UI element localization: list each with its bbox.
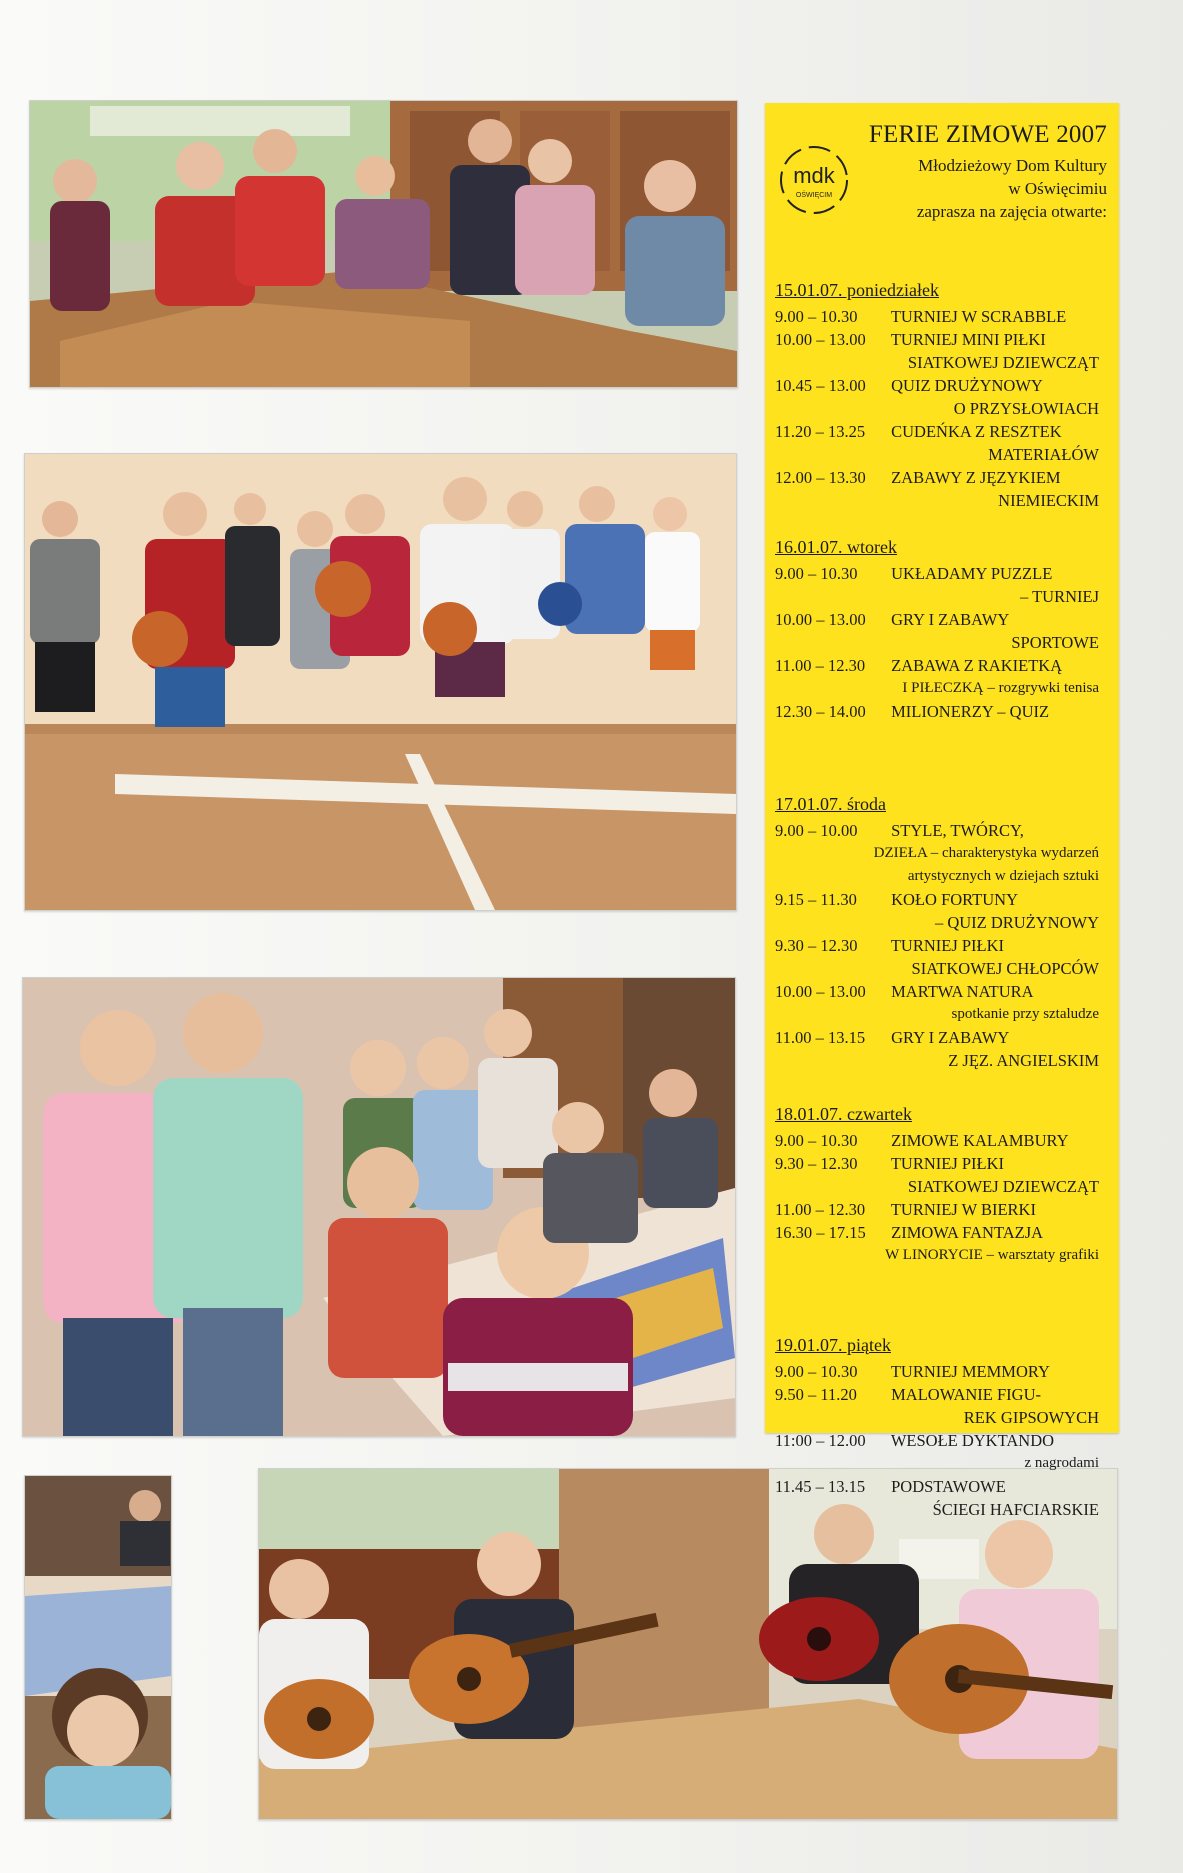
photo-children-at-table [29,100,738,388]
event-name: ZABAWA Z RAKIETKĄ [887,656,1063,675]
event-name: PODSTAWOWE [887,1477,1006,1496]
logo-subtext: OŚWIĘCIM [795,192,833,199]
photo-gym-basketballs [24,453,737,911]
event-name: TURNIEJ MEMMORY [887,1362,1050,1381]
event-time: 9.00 – 10.30 [775,307,858,326]
event-name: ZABAWY Z JĘZYKIEM [887,468,1061,487]
day-heading: 19.01.07. piątek [775,1335,891,1355]
event-time: 10.00 – 13.00 [775,610,866,629]
event-name-continued: SIATKOWEJ DZIEWCZĄT [907,1177,1099,1196]
schedule-row [775,420,1105,443]
schedule-row [775,1475,1105,1498]
event-name: TURNIEJ PIŁKI [887,1154,1005,1173]
event-name: STYLE, TWÓRCY, [887,821,1024,840]
event-time: 9.00 – 10.30 [775,1362,858,1381]
event-name: KOŁO FORTUNY [887,890,1019,909]
event-name: UKŁADAMY PUZZLE [887,564,1053,583]
event-name-continued: – QUIZ DRUŻYNOWY [934,913,1099,932]
event-name: TURNIEJ W SCRABBLE [887,307,1067,326]
schedule-row [775,305,1105,328]
schedule-row [775,1429,1105,1452]
event-name: MILIONERZY – QUIZ [887,702,1050,721]
schedule-row [775,374,1105,397]
event-time: 10.00 – 13.00 [775,982,866,1001]
event-name-continued: W LINORYCIE – warsztaty grafiki [885,1247,1099,1263]
schedule-row [775,888,1105,911]
event-name-continued: artystycznych w dziejach sztuki [907,868,1099,884]
event-name-continued: SPORTOWE [1011,633,1099,652]
event-time: 11.45 – 13.15 [775,1477,866,1496]
event-name: MARTWA NATURA [887,982,1034,1001]
schedule-row [775,562,1105,585]
organizer-name: Młodzieżowy Dom Kultury [918,156,1107,175]
event-name-continued: SIATKOWEJ DZIEWCZĄT [907,353,1099,372]
event-name: TURNIEJ MINI PIŁKI [887,330,1046,349]
schedule-row [775,1026,1105,1049]
event-name-continued: z nagrodami [1024,1455,1099,1471]
photo-girls-paintings [22,977,736,1437]
schedule-row [775,608,1105,631]
schedule-row [775,1221,1105,1244]
schedule-title: FERIE ZIMOWE 2007 [868,121,1107,148]
day-heading: 16.01.07. wtorek [775,537,897,557]
event-time: 11.00 – 13.15 [775,1028,866,1047]
event-time: 9.00 – 10.30 [775,1131,858,1150]
event-name: CUDEŃKA Z RESZTEK [887,422,1062,441]
event-name-continued: spotkanie przy sztaludze [951,1006,1099,1022]
schedule-row [775,654,1105,677]
day-heading: 17.01.07. środa [775,794,886,814]
event-name-continued: O PRZYSŁOWIACH [953,399,1099,418]
event-time: 11.00 – 12.30 [775,1200,866,1219]
schedule-row [775,1360,1105,1383]
event-time: 12.00 – 13.30 [775,468,866,487]
logo-text: mdk [793,163,835,188]
event-time: 9.30 – 12.30 [775,1154,858,1173]
schedule-row [775,328,1105,351]
schedule-row [775,1129,1105,1152]
event-time: 11.00 – 12.30 [775,656,866,675]
event-name-continued: Z JĘZ. ANGIELSKIM [948,1051,1099,1070]
event-time: 9.15 – 11.30 [775,890,857,909]
event-time: 10.45 – 13.00 [775,376,866,395]
event-time: 9.00 – 10.30 [775,564,858,583]
schedule-row [775,934,1105,957]
day-heading: 18.01.07. czwartek [775,1104,912,1124]
event-name-continued: DZIEŁA – charakterystyka wydarzeń [873,845,1099,861]
event-name: ZIMOWA FANTAZJA [887,1223,1044,1242]
event-name: WESOŁE DYKTANDO [887,1431,1055,1450]
event-time: 16.30 – 17.15 [775,1223,866,1242]
event-name-continued: REK GIPSOWYCH [963,1408,1099,1427]
event-time: 12.30 – 14.00 [775,702,866,721]
event-name-continued: – TURNIEJ [1020,587,1099,606]
event-time: 10.00 – 13.00 [775,330,866,349]
schedule-row [775,819,1105,842]
organizer-city: w Oświęcimiu [1008,179,1107,198]
day-heading: 15.01.07. poniedziałek [775,280,939,300]
event-time: 9.00 – 10.00 [775,821,858,840]
schedule-row [775,1383,1105,1406]
photo-girl-portrait [24,1475,172,1820]
event-time: 11:00 – 12.00 [775,1431,866,1450]
event-name-continued: NIEMIECKIM [998,491,1099,510]
schedule-row [775,1152,1105,1175]
event-time: 11.20 – 13.25 [775,422,866,441]
schedule-row [775,1198,1105,1221]
event-name: TURNIEJ W BIERKI [887,1200,1036,1219]
event-name: TURNIEJ PIŁKI [887,936,1005,955]
event-name: MALOWANIE FIGU- [887,1385,1041,1404]
event-name-continued: SIATKOWEJ CHŁOPCÓW [911,959,1099,978]
event-name-continued: ŚCIEGI HAFCIARSKIE [932,1500,1099,1519]
event-name: GRY I ZABAWY [887,610,1010,629]
event-time: 9.50 – 11.20 [775,1385,857,1404]
schedule-row [775,466,1105,489]
invite-text: zaprasza na zajęcia otwarte: [916,202,1107,221]
event-name: QUIZ DRUŻYNOWY [887,376,1043,395]
schedule-panel [765,103,1119,1519]
event-name-continued: MATERIAŁÓW [988,445,1099,464]
event-name: GRY I ZABAWY [887,1028,1010,1047]
event-name-continued: I PIŁECZKĄ – rozgrywki tenisa [902,680,1099,696]
schedule-row [775,980,1105,1003]
event-name: ZIMOWE KALAMBURY [887,1131,1069,1150]
event-time: 9.30 – 12.30 [775,936,858,955]
mdk-logo-icon [775,141,853,219]
schedule-row [775,700,1105,723]
